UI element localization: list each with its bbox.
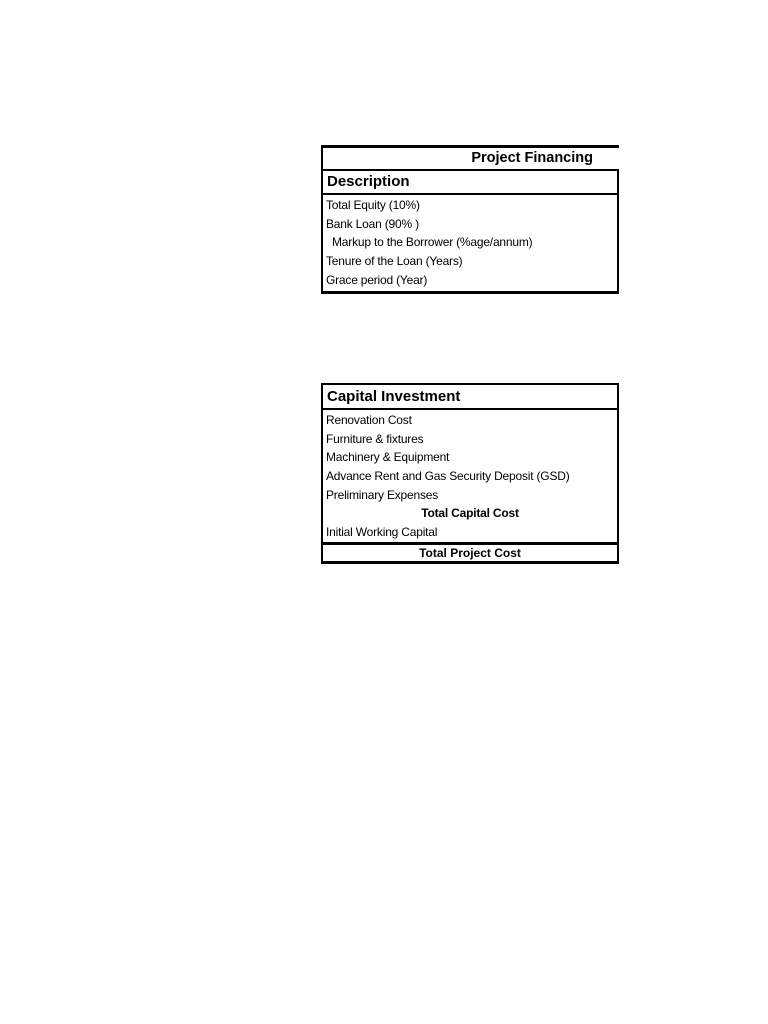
row-total-capital-cost: Total Capital Cost — [421, 506, 519, 521]
row-loan-tenure: Tenure of the Loan (Years) — [326, 254, 463, 269]
project-financing-table — [321, 145, 619, 294]
row-furniture-fixtures: Furniture & fixtures — [326, 431, 424, 446]
row-machinery-equipment: Machinery & Equipment — [326, 450, 450, 465]
row-initial-working-capital: Initial Working Capital — [326, 525, 438, 540]
project-financing-title: Project Financing — [471, 150, 593, 166]
row-renovation-cost: Renovation Cost — [326, 413, 412, 427]
description-header: Description — [321, 169, 619, 195]
row-markup: Markup to the Borrower (%age/annum) — [332, 235, 533, 250]
row-bank-loan: Bank Loan (90% ) — [326, 216, 419, 231]
financing-rows — [321, 195, 619, 294]
row-total-project-cost: Total Project Cost — [321, 542, 619, 564]
capital-rows — [321, 410, 619, 542]
project-financing-title-row — [321, 145, 619, 169]
capital-investment-header: Capital Investment — [321, 383, 619, 410]
row-preliminary-expenses: Preliminary Expenses — [326, 487, 439, 502]
row-total-equity: Total Equity (10%) — [326, 198, 420, 212]
row-advance-rent-gsd: Advance Rent and Gas Security Deposit (GSD) — [326, 469, 570, 484]
row-grace-period: Grace period (Year) — [326, 272, 428, 287]
capital-investment-table — [321, 383, 619, 564]
